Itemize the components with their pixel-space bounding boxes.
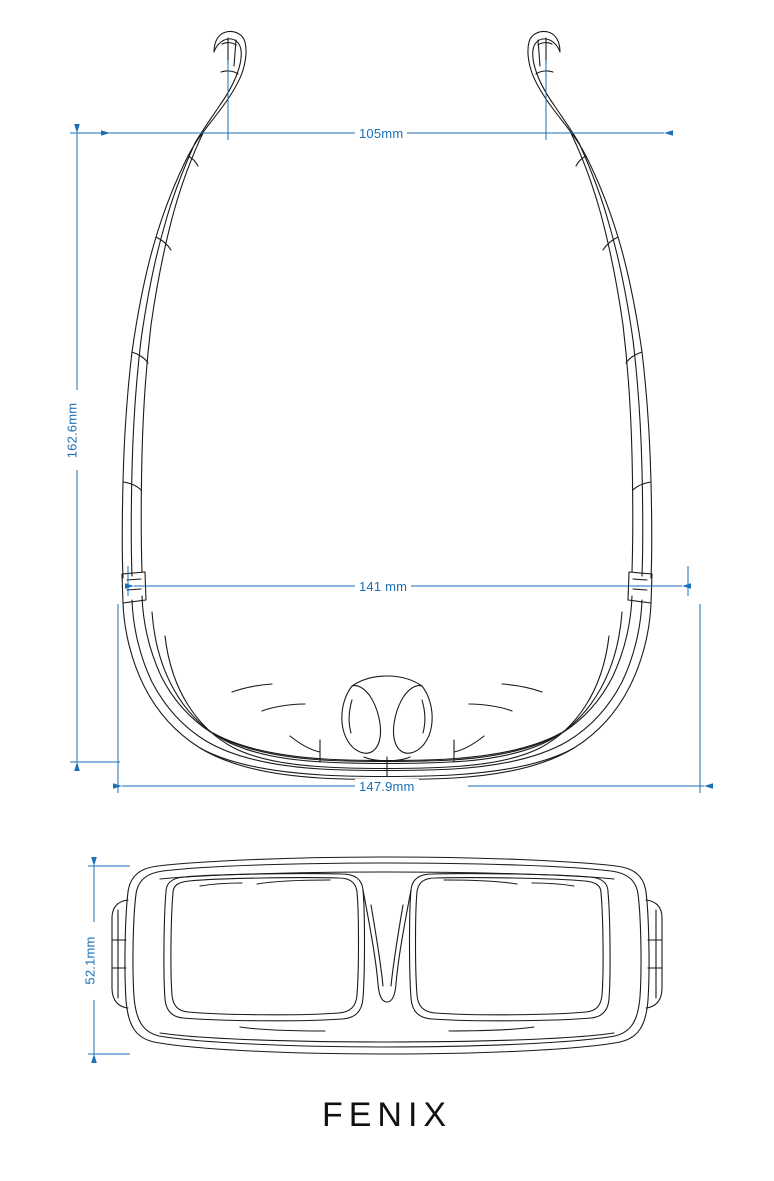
dimension-label-front-height: 52.1mm (83, 932, 98, 988)
dimension-label-front-inner-width: 141 mm (355, 579, 411, 594)
dimension-label-overall-width: 147.9mm (355, 779, 419, 794)
front-view-drawing (112, 857, 662, 1054)
dimension-label-overall-depth: 162.6mm (64, 399, 79, 463)
product-name-title: FENIX (321, 1096, 453, 1134)
dimension-label-temple-spread: 105mm (355, 126, 407, 141)
top-view-drawing (122, 31, 652, 779)
dim-overall-width (118, 604, 704, 793)
